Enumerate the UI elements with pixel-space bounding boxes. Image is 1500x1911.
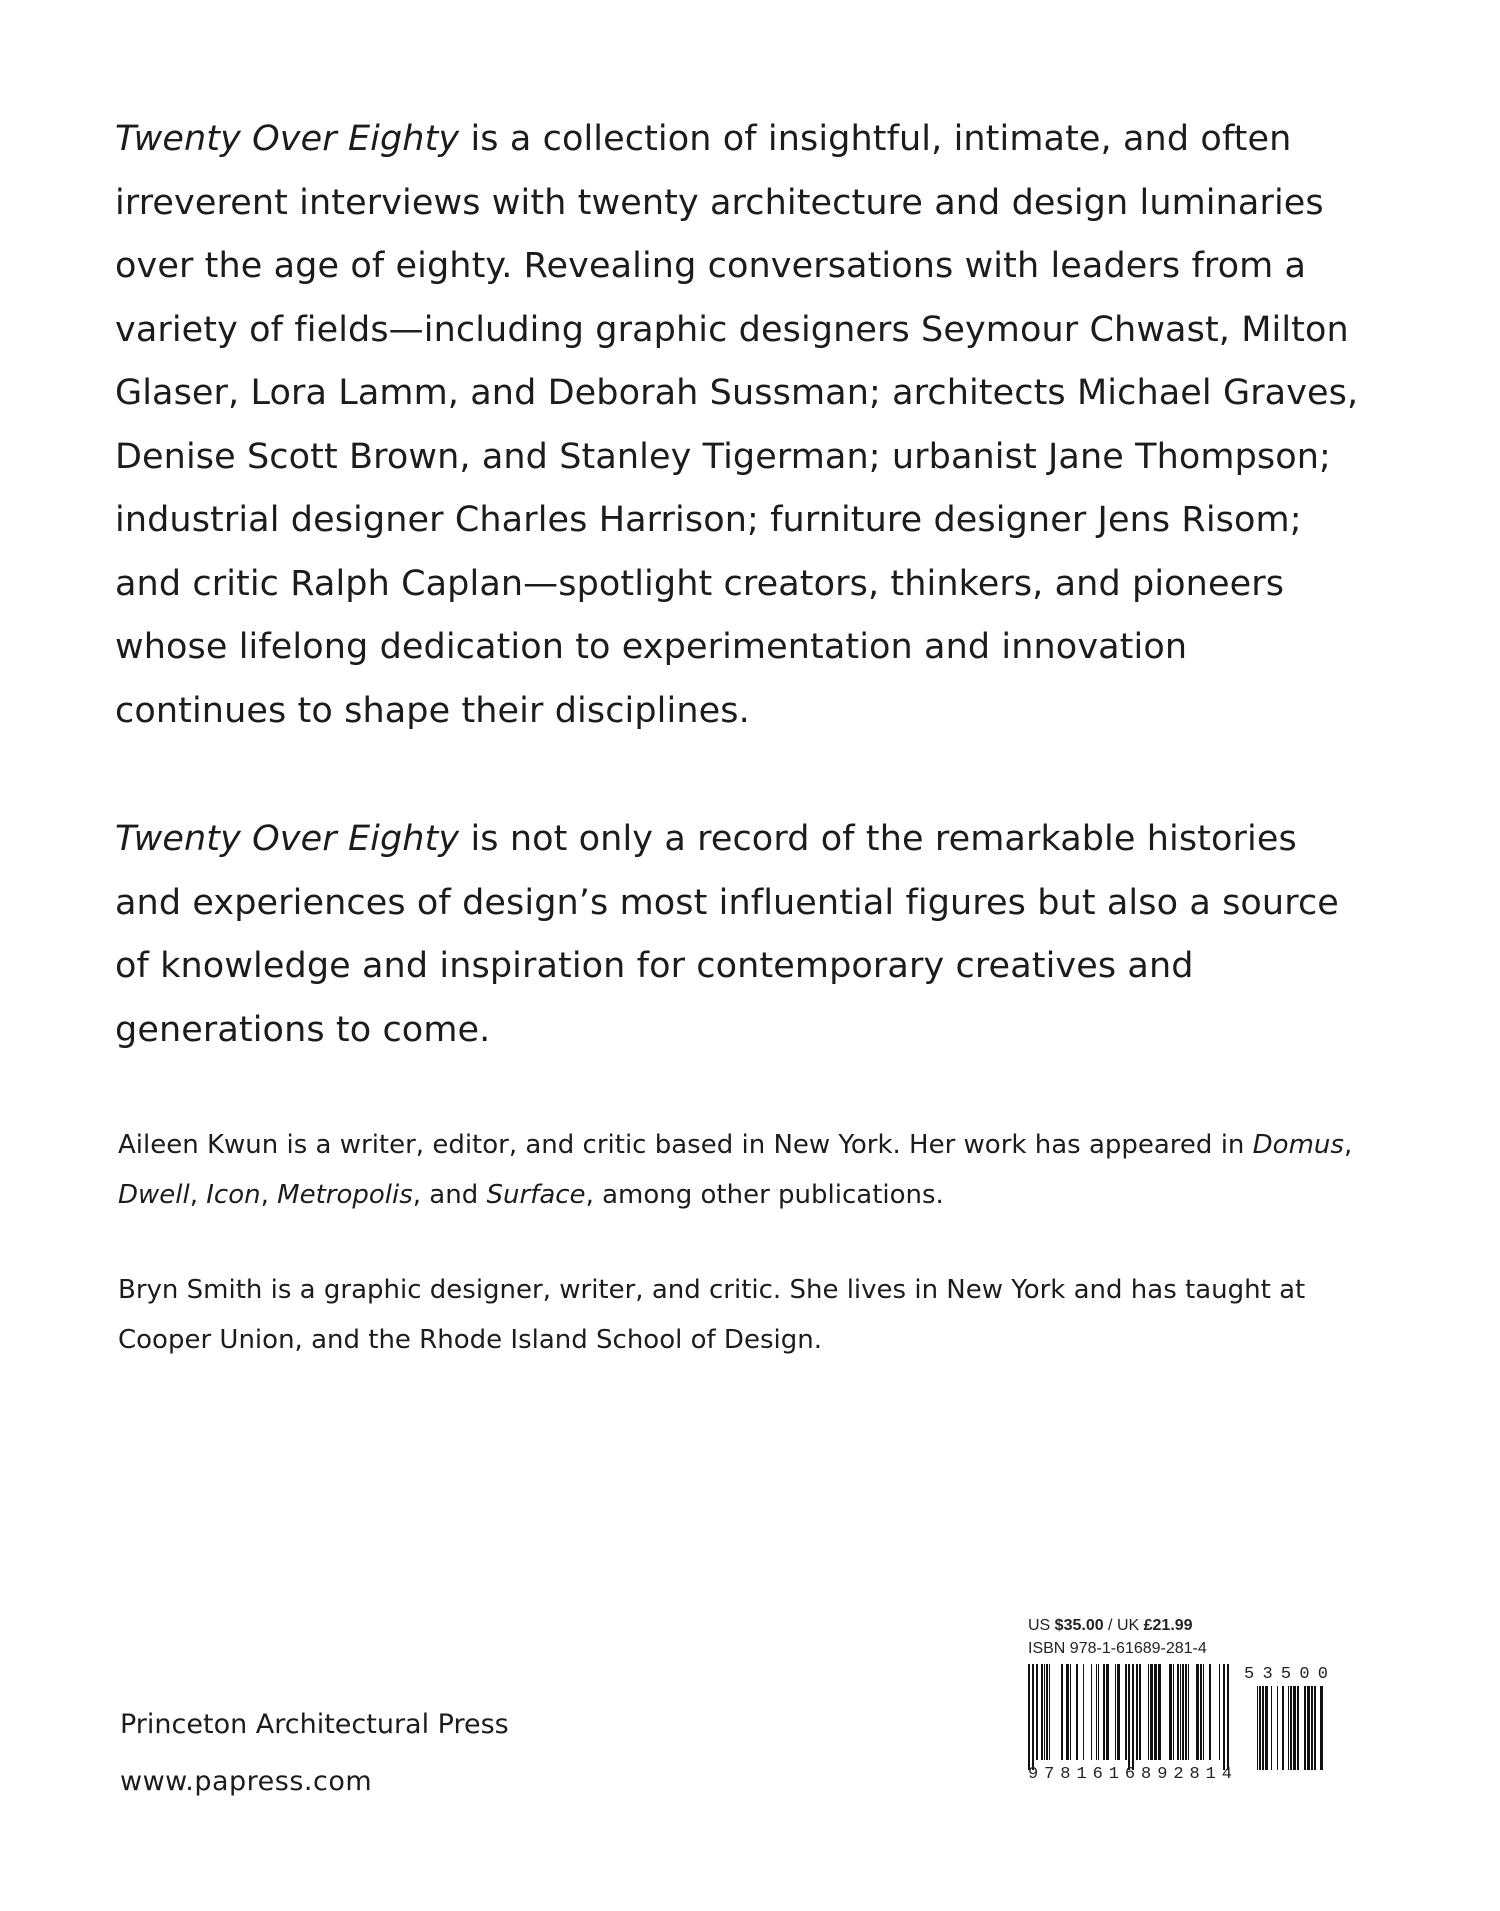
description-paragraph-2 bbox=[115, 808, 1365, 1062]
author-bio-bryn-smith: Bryn Smith is a graphic designer, writer, and critic. She lives in New York and has taught at Cooper Union, and the Rhode Island School of Design. bbox=[118, 1275, 1306, 1355]
ean-barcode bbox=[1028, 1664, 1229, 1770]
publication-name: Surface bbox=[486, 1180, 586, 1210]
publication-name: Metropolis bbox=[277, 1180, 413, 1210]
publication-name: Dwell bbox=[118, 1180, 190, 1210]
barcode-block bbox=[1022, 1612, 1342, 1782]
price-label: US $35.00 / UK £21.99 bbox=[1028, 1617, 1193, 1634]
addon-digits: 53500 bbox=[1244, 1665, 1328, 1684]
isbn-label: ISBN 978-1-61689-281-4 bbox=[1028, 1640, 1207, 1657]
publisher-url: www.papress.com bbox=[120, 1766, 373, 1797]
book-title: Twenty Over Eighty bbox=[115, 119, 460, 159]
publication-name: Icon bbox=[206, 1180, 261, 1210]
description-paragraph-1 bbox=[115, 108, 1365, 743]
barcode-digits: 9781616892814 bbox=[1028, 1765, 1232, 1782]
description-text: is not only a record of the remarkable histories and experiences of design’s most influential figures but also a source of knowledge and inspiration for contemporary creatives and generations to come. bbox=[115, 819, 1339, 1050]
author-bio-aileen-kwun: Aileen Kwun is a writer, editor, and critic based in New York. Her work has appeared in Domus, Dwell, Icon, Metropolis, and Surface, among other publications. bbox=[118, 1130, 1353, 1210]
addon-barcode bbox=[1257, 1686, 1323, 1770]
book-title: Twenty Over Eighty bbox=[115, 819, 460, 859]
publication-name: Domus bbox=[1252, 1130, 1344, 1160]
description-text: is a collection of insightful, intimate, and often irreverent interviews with twenty architecture and design luminaries over the age of eighty. Revealing conversations with leaders from a variety of fields—including graphic designers Seymour Chwast, Milton Glaser, Lora Lamm, and Deborah Sussman; architects Michael Graves, Denise Scott Brown, and Stanley Tigerman; urbanist Jane Thompson; industrial designer Charles Harrison; furniture designer Jens Risom; and critic Ralph Caplan—spotlight creators, thinkers, and pioneers whose lifelong dedication to experimentation and innovation continues to shape their disciplines. bbox=[115, 119, 1359, 731]
publisher-name: Princeton Architectural Press bbox=[120, 1709, 509, 1740]
barcode-icon bbox=[1022, 1612, 1342, 1782]
